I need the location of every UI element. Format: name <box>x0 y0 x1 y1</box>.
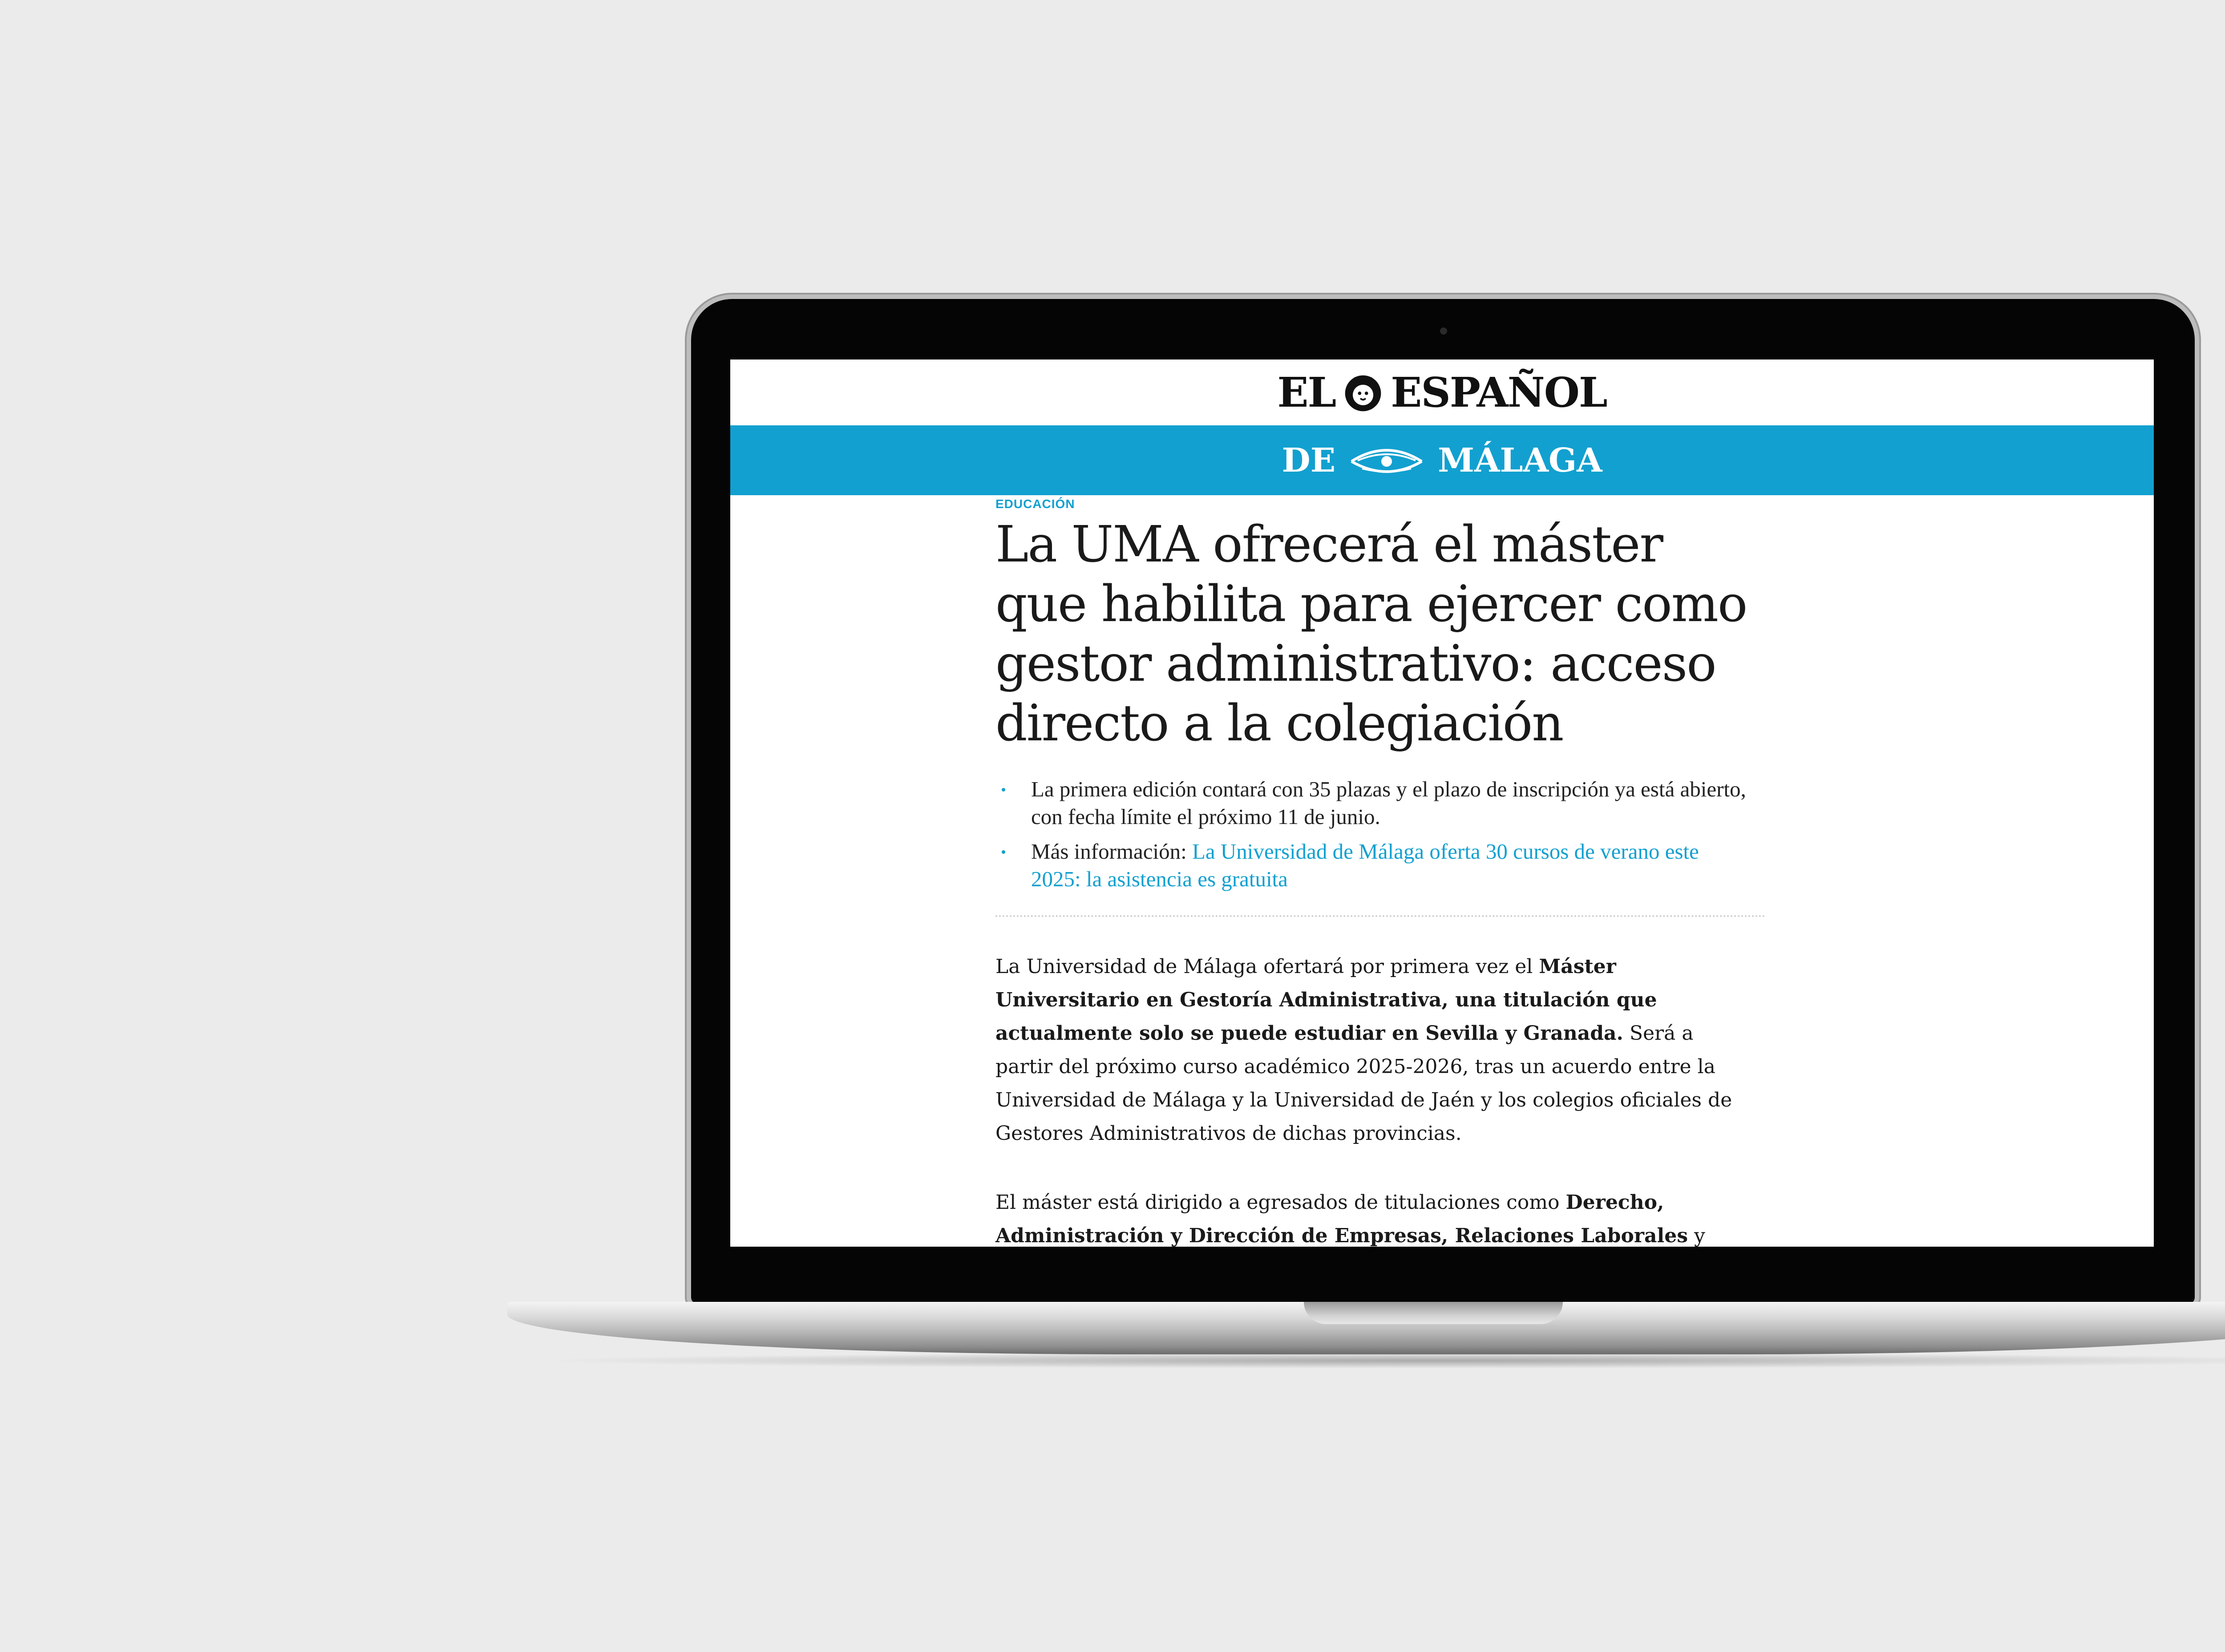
camera-icon <box>1440 327 1447 335</box>
article <box>995 495 1761 1247</box>
body-text: y <box>1687 1224 1705 1247</box>
site-logo[interactable] <box>1277 368 1606 416</box>
body-paragraph <box>995 950 1734 1150</box>
laptop-notch <box>1304 1302 1563 1324</box>
summary-item <box>995 838 1752 893</box>
summary-item <box>995 776 1752 831</box>
related-article-link[interactable]: La Universidad de Málaga oferta 30 cursos de verano este 2025: la asistencia es gratuita <box>1031 839 1699 891</box>
body-bold-text: Máster Universitario en Gestoría Administrativa, una titulación que actualmente solo se puede estudiar en Sevilla y Granada. <box>995 955 1657 1045</box>
body-text: La Universidad de Málaga ofertará por primera vez el <box>995 955 1539 978</box>
body-paragraph <box>995 1186 1734 1247</box>
site-header <box>730 359 2154 425</box>
eye-wave-icon <box>1349 444 1424 477</box>
summary-prefix: Más información: <box>1031 839 1192 864</box>
article-summary <box>995 776 1765 917</box>
logo-right: ESPAÑOL <box>1391 368 1607 416</box>
lion-head-icon <box>1342 371 1384 414</box>
body-bold-text: Derecho, Administración y Dirección de Empresas, Relaciones Laborales <box>995 1191 1688 1247</box>
logo-left: EL <box>1277 368 1336 416</box>
article-body <box>995 950 1734 1247</box>
section-banner[interactable] <box>730 425 2154 495</box>
section-right: MÁLAGA <box>1438 441 1602 480</box>
summary-text: La primera edición contará con 35 plazas y el plazo de inscripción ya está abierto, con fecha límite el próximo 11 de junio. <box>1031 777 1746 829</box>
body-text: Será a partir del próximo curso académico 2025-2026, tras un acuerdo entre la Universidad de Málaga y la Universidad de Jaén y los colegios oficiales de Gestores Administrativos de dichas provincias. <box>995 1022 1732 1145</box>
section-left: DE <box>1282 441 1336 480</box>
article-kicker[interactable]: EDUCACIÓN <box>995 497 1075 511</box>
browser-screen <box>730 359 2154 1247</box>
laptop-shadow <box>534 1353 2225 1369</box>
body-text: El máster está dirigido a egresados de titulaciones como <box>995 1191 1566 1214</box>
article-headline: La UMA ofrecerá el máster que habilita para ejercer como gestor administrativo: acceso directo a la colegiación <box>995 516 1747 752</box>
